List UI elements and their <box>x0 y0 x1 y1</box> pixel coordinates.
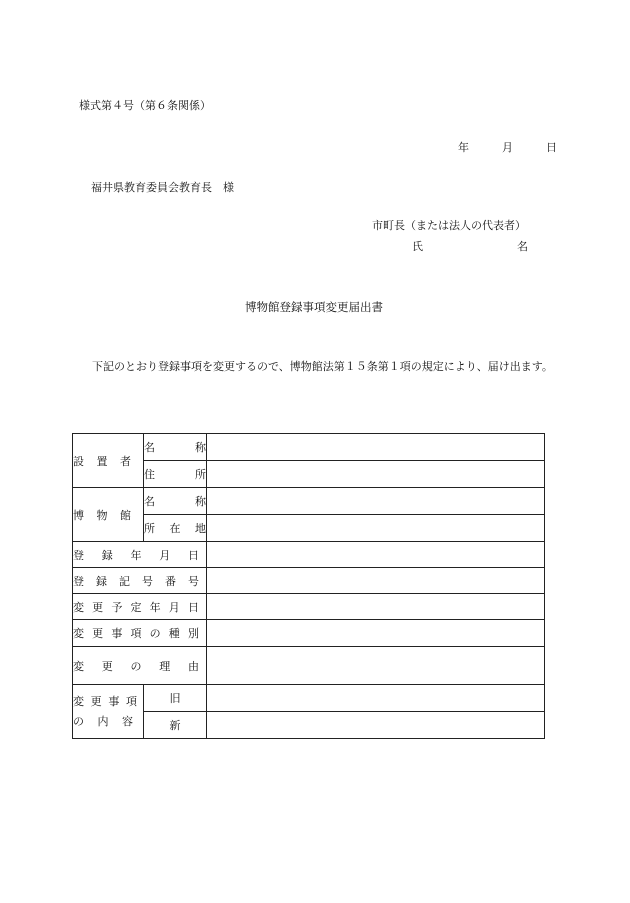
old-content-label: 旧 <box>144 685 207 712</box>
founder-label: 設 置 者 <box>73 434 144 488</box>
name-label-a: 氏 <box>412 240 423 253</box>
applicant-name-line <box>412 238 528 254</box>
registration-number-label: 登 録 記 号 番 号 <box>73 568 207 594</box>
form-number: 様式第４号（第６条関係） <box>79 99 211 112</box>
body-text: 下記のとおり登録事項を変更するので、博物館法第１５条第１項の規定により、届け出ます。 <box>92 360 553 373</box>
recipient: 福井県教育委員会教育長 様 <box>91 181 234 194</box>
table-row <box>73 685 545 712</box>
date-day: 日 <box>546 141 557 154</box>
registration-number-field[interactable] <box>207 568 545 594</box>
table-row <box>73 461 545 488</box>
date-month: 月 <box>502 141 513 154</box>
name-label-b: 名 <box>517 240 528 253</box>
founder-name-field[interactable] <box>207 434 545 461</box>
table-row <box>73 712 545 739</box>
registration-change-table <box>72 433 545 739</box>
change-scheduled-date-label: 変 更 予 定 年 月 日 <box>73 594 207 620</box>
table-row <box>73 515 545 542</box>
table-row <box>73 568 545 594</box>
museum-label: 博 物 館 <box>73 488 144 542</box>
new-content-field[interactable] <box>207 712 545 739</box>
change-type-field[interactable] <box>207 620 545 647</box>
old-content-field[interactable] <box>207 685 545 712</box>
founder-address-field[interactable] <box>207 461 545 488</box>
change-reason-field[interactable] <box>207 647 545 685</box>
table-row <box>73 594 545 620</box>
table-row <box>73 620 545 647</box>
founder-address-label: 住 所 <box>144 461 207 488</box>
museum-location-field[interactable] <box>207 515 545 542</box>
table-row <box>73 647 545 685</box>
change-reason-label: 変 更 の 理 由 <box>73 647 207 685</box>
date-year: 年 <box>458 141 469 154</box>
new-content-label: 新 <box>144 712 207 739</box>
applicant-title: 市町長（または法人の代表者） <box>372 219 526 232</box>
museum-name-label: 名 称 <box>144 488 207 515</box>
date-line <box>458 139 557 155</box>
registration-date-field[interactable] <box>207 542 545 568</box>
table-row <box>73 434 545 461</box>
museum-name-field[interactable] <box>207 488 545 515</box>
change-scheduled-date-field[interactable] <box>207 594 545 620</box>
registration-date-label: 登 録 年 月 日 <box>73 542 207 568</box>
document-title: 博物館登録事項変更届出書 <box>245 300 383 314</box>
museum-location-label: 所 在 地 <box>144 515 207 542</box>
founder-name-label: 名 称 <box>144 434 207 461</box>
table-row <box>73 542 545 568</box>
change-type-label: 変 更 事 項 の 種 別 <box>73 620 207 647</box>
change-content-label: 変 更 事 項 の 内 容 <box>73 685 144 739</box>
table-row <box>73 488 545 515</box>
